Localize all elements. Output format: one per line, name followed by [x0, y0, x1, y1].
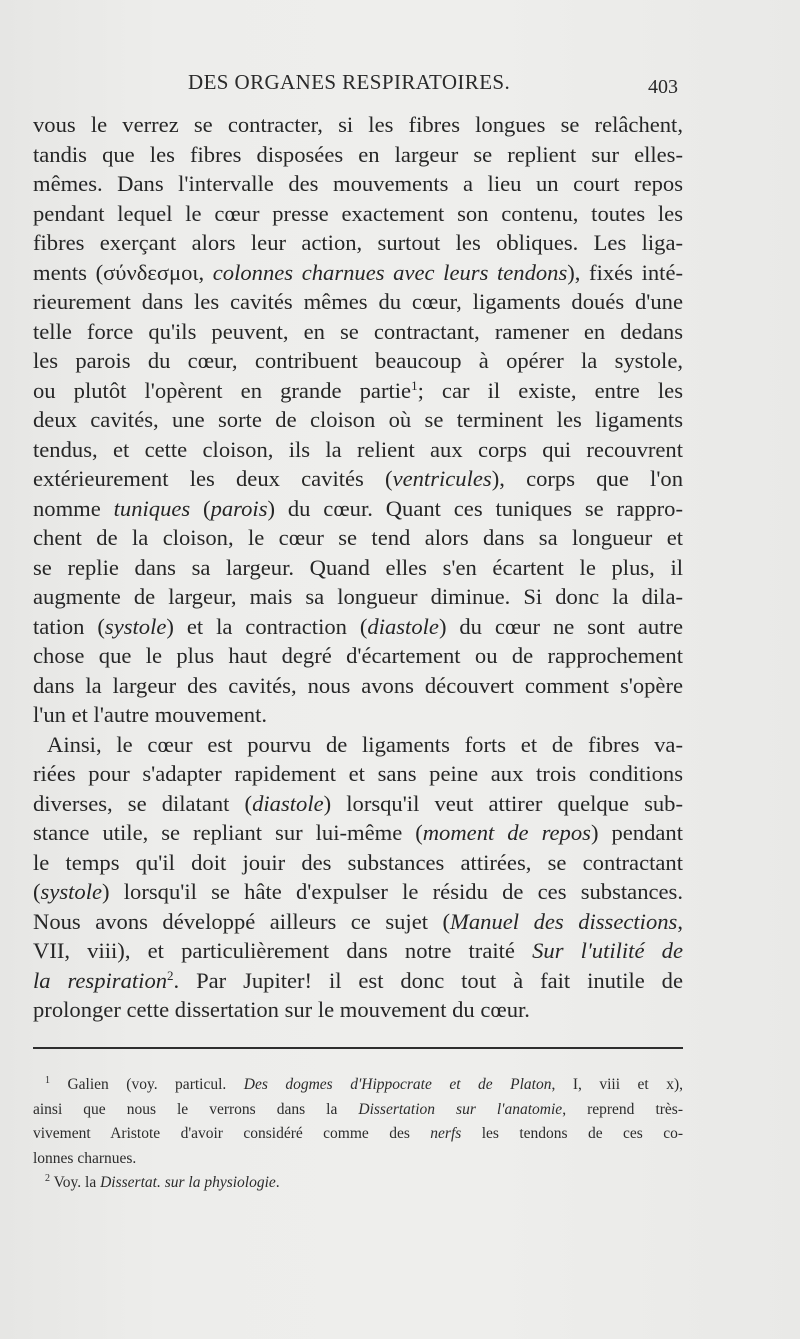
text-line: ou plutôt l'opèrent en grande partie$^1$; car il existe, entre les [33, 377, 683, 403]
text-line: VII, viii), et particulièrement dans notre traité Sur l'utilité de [33, 938, 683, 963]
text-line: telle force qu'ils peuvent, en se contractant, ramener en dedans [33, 318, 683, 344]
text-line: fibres exerçant alors leur action, surtout les obliques. Les liga- [33, 230, 683, 255]
text-line: tation (systole) et la contraction (diastole) du cœur ne sont autre [33, 613, 683, 639]
text-line: rieurement dans les cavités mêmes du cœur, ligaments doués d'une [33, 289, 683, 314]
text-line: prolonger cette dissertation sur le mouvement du cœur. [33, 997, 530, 1022]
text-line: les parois du cœur, contribuent beaucoup à opérer la systole, [33, 348, 683, 373]
footnote-line: $^1$ Galien (voy. particul. Des dogmes d'Hippocrate et de Platon, I, viii et x), [45, 1075, 683, 1093]
text-line: extérieurement les deux cavités (ventricules), corps que l'on [33, 466, 683, 491]
text-line: tandis que les fibres disposées en largeur se replient sur elles- [33, 141, 683, 167]
footnote-line: $^2$ Voy. la Dissertat. sur la physiologie. [45, 1173, 280, 1191]
text-line: augmente de largeur, mais sa longueur diminue. Si donc la dila- [33, 584, 683, 609]
text-line: l'un et l'autre mouvement. [33, 702, 268, 727]
text-line: tendus, et cette cloison, ils la relient aux corps qui recouvrent [33, 436, 683, 462]
text-line: se replie dans sa largeur. Quand elles s'en écartent le plus, il [33, 554, 683, 580]
text-line: la respiration$^2$. Par Jupiter! il est donc tout à fait inutile de [33, 967, 683, 993]
footnote-rule [33, 1047, 683, 1049]
paragraph-1 [33, 110, 683, 730]
text-line: le temps qu'il doit jouir des substances attirées, se contractant [33, 849, 683, 875]
text-line: ments (σύνδεσμοι, colonnes charnues avec leurs tendons), fixés inté- [33, 259, 684, 285]
text-line: chose que le plus haut degré d'écartement ou de rapprochement [33, 643, 683, 668]
footnote-line: lonnes charnues. [33, 1149, 137, 1167]
text-line: mêmes. Dans l'intervalle des mouvements a lieu un court repos [33, 171, 683, 196]
footnote-marker: 1 [411, 377, 418, 393]
footnote-2 [33, 1171, 683, 1196]
text-line: nomme tuniques (parois) du cœur. Quant ces tuniques se rappro- [33, 495, 683, 521]
footnote-line: ainsi que nous le verrons dans la Dissertation sur l'anatomie, reprend très- [33, 1100, 683, 1118]
text-line: Ainsi, le cœur est pourvu de ligaments forts et de fibres va- [47, 731, 683, 757]
text-line: pendant lequel le cœur presse exactement son contenu, toutes les [33, 200, 683, 226]
running-head [0, 70, 800, 100]
footnote-marker: 2 [45, 1173, 50, 1184]
body-text [33, 110, 683, 1025]
footnote-1 [33, 1073, 683, 1171]
text-line: vous le verrez se contracter, si les fibres longues se relâchent, [33, 112, 683, 137]
running-title: DES ORGANES RESPIRATOIRES. [188, 70, 511, 94]
footnotes [33, 1073, 683, 1196]
text-line: chent de la cloison, le cœur se tend alors dans sa longueur et [33, 525, 683, 550]
text-line: diverses, se dilatant (diastole) lorsqu'il veut attirer quelque sub- [33, 790, 683, 816]
paragraph-2 [33, 730, 683, 1025]
text-line: dans la largeur des cavités, nous avons découvert comment s'opère [33, 672, 683, 698]
text-line: deux cavités, une sorte de cloison où se terminent les ligaments [33, 407, 683, 432]
text-line: Nous avons développé ailleurs ce sujet (Manuel des dissections, [33, 908, 684, 934]
footnote-marker: 1 [45, 1075, 50, 1086]
text-line: (systole) lorsqu'il se hâte d'expulser le résidu de ces substances. [33, 879, 683, 904]
footnote-line: vivement Aristote d'avoir considéré comme des nerfs les tendons de ces co- [33, 1125, 683, 1142]
page-number: 403 [648, 76, 678, 98]
footnote-marker: 2 [167, 967, 174, 983]
text-line: stance utile, se repliant sur lui-même (moment de repos) pendant [33, 820, 683, 845]
text-line: riées pour s'adapter rapidement et sans peine aux trois conditions [33, 761, 683, 786]
